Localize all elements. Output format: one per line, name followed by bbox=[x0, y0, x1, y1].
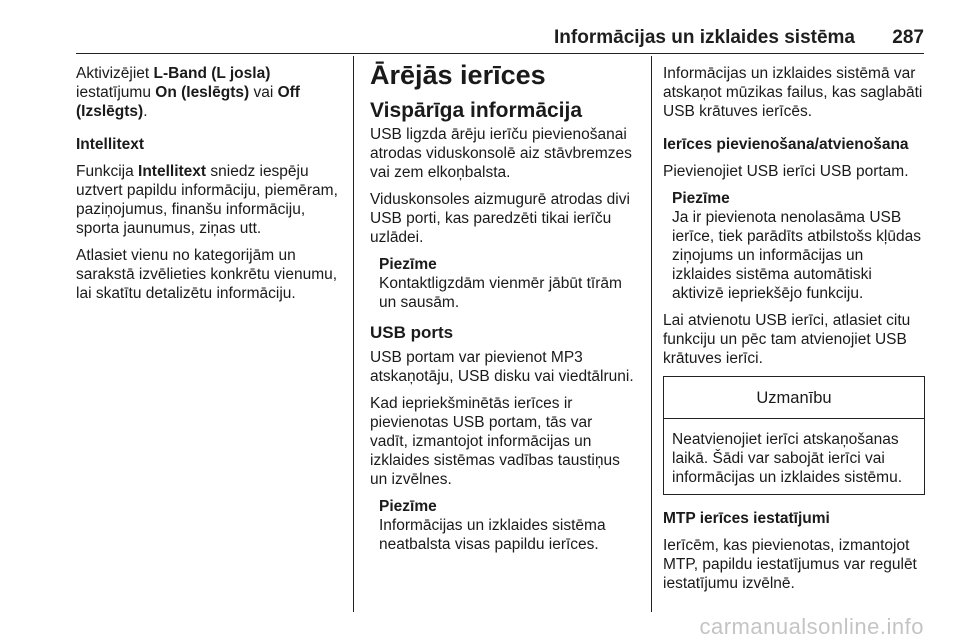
connect-heading: Ierīces pievienošana/atvienošana bbox=[663, 136, 909, 153]
note-label: Piezīme bbox=[379, 498, 437, 515]
usb-control-paragraph: Kad iepriekšminētās ierīces ir pievienotas USB portam, tās var vadīt, izmantojot informācijas un izklaides sistēmas vadības taustiņus un izvēlnes. bbox=[370, 395, 620, 488]
note-block bbox=[663, 189, 925, 303]
note-block bbox=[370, 255, 634, 312]
text: Aktivizējiet bbox=[76, 65, 154, 82]
watermark: carmanualsonline.info bbox=[699, 614, 924, 639]
intellitext-paragraph bbox=[76, 162, 344, 238]
subsection-heading: Vispārīga informācija bbox=[370, 99, 583, 122]
usb-location-paragraph: USB ligzda ārēju ierīču pievienošanai atrodas viduskonsolē aiz stāvbremzes vai zem elkoņbalsta. bbox=[370, 126, 632, 181]
mtp-paragraph: Ierīcēm, kas pievienotas, izmantojot MTP, papildu iestatījumus var regulēt iestatījumu izvēlnē. bbox=[663, 537, 917, 592]
header-divider bbox=[76, 53, 924, 54]
note-text: Informācijas un izklaides sistēma neatbalsta visas papildu ierīces. bbox=[379, 517, 606, 553]
page-number: 287 bbox=[892, 27, 924, 48]
column-1 bbox=[76, 64, 344, 311]
note-text: Ja ir pievienota nenolasāma USB ierīce, tiek parādīts atbilstošs kļūdas ziņojums un informācijas un izklaides sistēma automātiski aktivizē iepriekšējo funkciju. bbox=[672, 209, 921, 302]
connect-paragraph: Pievienojiet USB ierīci USB portam. bbox=[663, 163, 909, 180]
setting-value-off: Off (Izslēgts) bbox=[76, 84, 300, 120]
feature-name: Intellitext bbox=[138, 163, 207, 180]
caution-box bbox=[663, 376, 925, 495]
lband-paragraph bbox=[76, 64, 344, 121]
caution-title: Uzmanību bbox=[664, 377, 924, 419]
column-2 bbox=[370, 60, 634, 562]
category-paragraph: Atlasiet vienu no kategorijām un sarakstā izvēlieties konkrētu vienumu, lai skatītu detalizētu informāciju. bbox=[76, 247, 338, 302]
note-label: Piezīme bbox=[379, 256, 437, 273]
intellitext-heading: Intellitext bbox=[76, 136, 145, 153]
music-files-paragraph: Informācijas un izklaides sistēmā var atskaņot mūzikas failus, kas saglabāti USB krātuves ierīcēs. bbox=[663, 65, 923, 120]
caution-text: Neatvienojiet ierīci atskaņošanas laikā. Šādi var sabojāt ierīci vai informācijas un izklaides sistēmu. bbox=[672, 431, 903, 486]
note-block bbox=[370, 497, 634, 554]
charging-ports-paragraph: Viduskonsoles aizmugurē atrodas divi USB porti, kas paredzēti tikai ierīču uzlādei. bbox=[370, 191, 630, 246]
text: Funkcija bbox=[76, 163, 139, 180]
setting-value-on: On (Ieslēgts) bbox=[155, 84, 250, 101]
mtp-heading: MTP ierīces iestatījumi bbox=[663, 510, 830, 527]
column-divider-2 bbox=[651, 56, 652, 612]
usb-devices-paragraph: USB portam var pievienot MP3 atskaņotāju, USB disku vai viedtālruni. bbox=[370, 349, 634, 385]
text: sniedz iespēju uztvert papildu informāciju, piemēram, paziņojumus, finanšu informāciju, sporta jaunumus, ziņas utt. bbox=[76, 163, 338, 237]
note-label: Piezīme bbox=[672, 190, 730, 207]
setting-name: L-Band (L josla) bbox=[153, 65, 271, 82]
note-text: Kontaktligzdām vienmēr jābūt tīrām un sausām. bbox=[379, 275, 622, 311]
text: iestatījumu bbox=[76, 84, 156, 101]
text: . bbox=[143, 103, 148, 120]
page-title: Informācijas un izklaides sistēma bbox=[554, 27, 855, 48]
disconnect-paragraph: Lai atvienotu USB ierīci, atlasiet citu funkciju un pēc tam atvienojiet USB krātuves ierīci. bbox=[663, 312, 911, 367]
column-3 bbox=[663, 64, 925, 601]
usb-ports-heading: USB ports bbox=[370, 323, 454, 342]
column-divider-1 bbox=[353, 56, 354, 612]
section-heading: Ārējās ierīces bbox=[370, 60, 546, 90]
text: vai bbox=[249, 84, 278, 101]
